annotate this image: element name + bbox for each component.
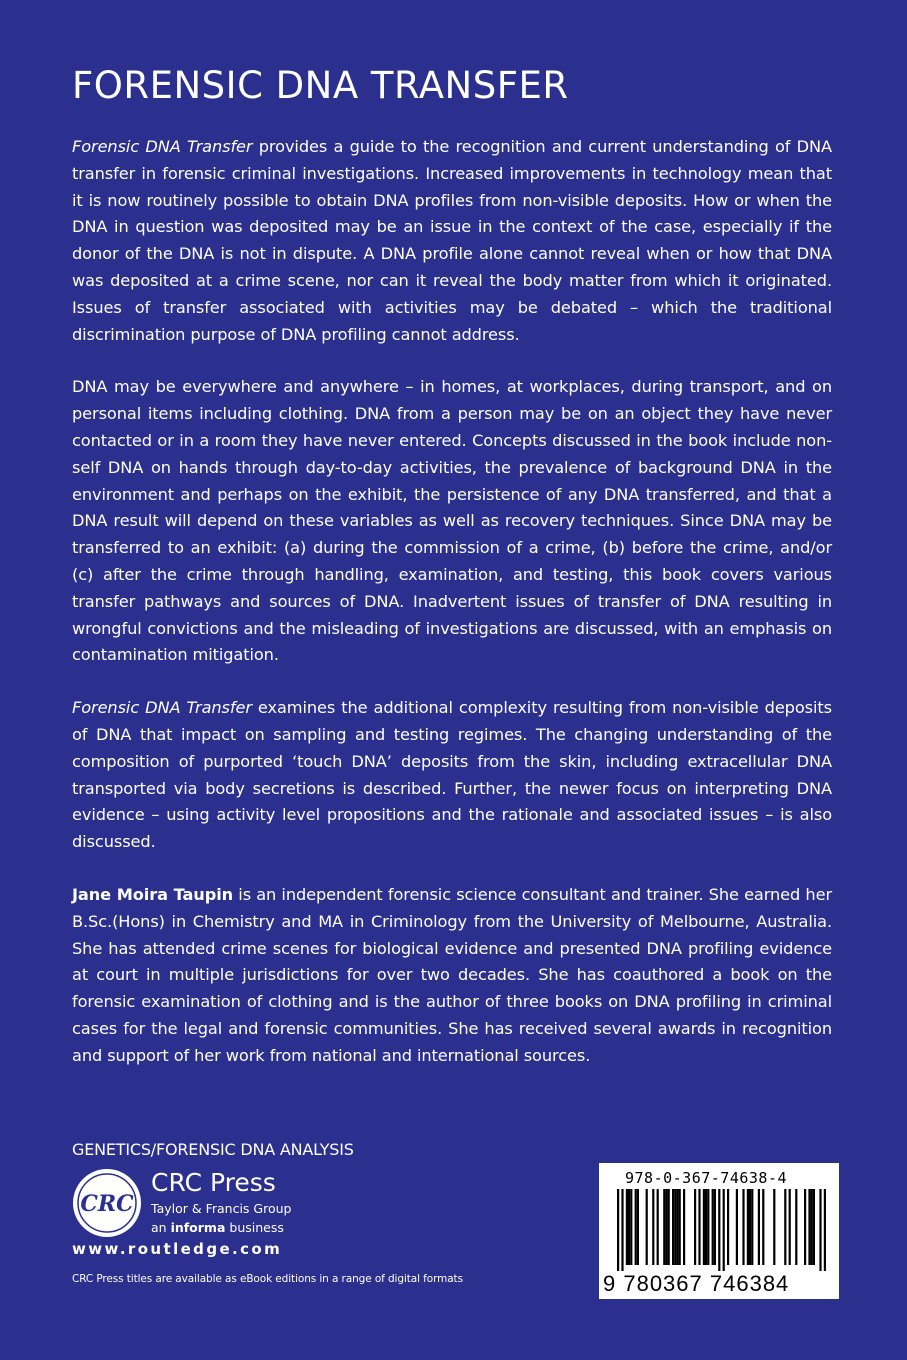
subject-category: GENETICS/FORENSIC DNA ANALYSIS	[72, 1140, 354, 1159]
barcode-bar	[635, 1189, 637, 1265]
website-link[interactable]: www.routledge.com	[72, 1240, 283, 1258]
isbn-digits: 9 780367 746384	[603, 1271, 790, 1296]
barcode-bar	[736, 1189, 738, 1265]
barcode-bars	[599, 1189, 839, 1273]
barcode-bar	[749, 1189, 751, 1265]
barcode-bar	[628, 1189, 630, 1265]
barcode-bar	[718, 1189, 720, 1271]
barcode-bar	[773, 1189, 775, 1265]
barcode-bar	[683, 1189, 685, 1265]
author-bio-text: is an independent forensic science consultant and trainer. She earned her B.Sc.(Hons) in Chemistry and MA in Criminology from the University of Melbourne, Australia. She has attended crime scenes for biological evidence and presented DNA profiling evidence at court in multiple jurisdictions for over two decades. She has coauthored a book on the forensic examination of clothing and is the author of three books on DNA profiling in criminal cases for the legal and forensic communities. She has received several awards in recognition and support of her work from national and international sources.	[72, 884, 832, 1065]
publisher-group: Taylor & Francis Group	[151, 1201, 292, 1216]
barcode-bar	[727, 1189, 729, 1265]
author-bio	[72, 882, 832, 1070]
barcode-bar	[804, 1189, 806, 1265]
description	[72, 134, 832, 1070]
paragraph-1	[72, 134, 832, 348]
barcode-bar	[747, 1189, 749, 1265]
barcode-bar	[707, 1189, 709, 1265]
paragraph-3-text: examines the additional complexity resulting from non-visible deposits of DNA that impact on sampling and testing regimes. The changing understanding of the composition of purported ‘touch DNA’ deposits from the skin, including extracellular DNA transported via body secretions is described. Further, the newer focus on interpreting DNA evidence – using activity level propositions and the rationale and associated issues – is also discussed.	[72, 698, 832, 852]
barcode-bar	[742, 1189, 744, 1265]
barcode-bar	[808, 1189, 810, 1265]
barcode-bar	[676, 1189, 678, 1265]
book-title: FORENSIC DNA TRANSFER	[72, 64, 569, 107]
isbn-barcode	[599, 1163, 839, 1299]
publisher-logo	[72, 1168, 402, 1240]
barcode-bar	[668, 1189, 670, 1265]
barcode-bar	[762, 1189, 764, 1265]
barcode-bar	[652, 1189, 654, 1265]
barcode-bar	[789, 1189, 791, 1265]
barcode-bar	[813, 1189, 815, 1265]
barcode-bar	[679, 1189, 681, 1265]
barcode-bar	[703, 1189, 705, 1265]
paragraph-2-text: DNA may be everywhere and anywhere – in homes, at workplaces, during transport, and on personal items including clothing. DNA from a person may be on an object they have never contacted or in a room they have never entered. Concepts discussed in the book include non-self DNA on hands through day-to-day activities, the prevalence of background DNA in the environment and perhaps on the exhibit, the persistence of any DNA transferred, and that a DNA result will depend on these variables as well as recovery techniques. Since DNA may be transferred to an exhibit: (a) during the commission of a crime, (b) before the crime, and/or (c) after the crime through handling, examination, and testing, this book covers various transfer pathways and sources of DNA. Inadvertent issues of transfer of DNA resulting in wrongful convictions and the misleading of investigations are discussed, with an emphasis on contamination mitigation.	[72, 377, 832, 665]
barcode-bar	[621, 1189, 623, 1271]
publisher-name: CRC Press	[151, 1168, 276, 1197]
paragraph-1-text: provides a guide to the recognition and current understanding of DNA transfer in forensic criminal investigations. Increased improvements in technology mean that it is now routinely possible to obtain DNA profiles from non-visible deposits. How or when the DNA in question was deposited may be an issue in the context of the case, especially if the donor of the DNA is not in dispute. A DNA profile alone cannot reveal when or how that DNA was deposited at a crime scene, nor can it reveal the body matter from which it originated. Issues of transfer associated with activities may be debated – which the traditional discrimination purpose of DNA profiling cannot address.	[72, 137, 832, 344]
barcode-bar	[646, 1189, 648, 1265]
paragraph-3	[72, 695, 832, 856]
crc-emblem-icon	[72, 1168, 142, 1238]
barcode-bar	[705, 1189, 707, 1265]
barcode-bar	[694, 1189, 696, 1265]
barcode-bar	[824, 1189, 826, 1271]
barcode-bar	[714, 1189, 716, 1265]
paragraph-2	[72, 374, 832, 669]
barcode-bar	[698, 1189, 700, 1265]
barcode-bar	[811, 1189, 813, 1265]
informa-brand: informa	[170, 1220, 226, 1235]
barcode-bar	[723, 1189, 725, 1271]
barcode-bar	[751, 1189, 753, 1265]
barcode-bar	[674, 1189, 676, 1265]
isbn-hyphenated: 978-0-367-74638-4	[625, 1169, 788, 1187]
barcode-bar	[665, 1189, 667, 1265]
paragraph-3-lead: Forensic DNA Transfer	[72, 698, 252, 718]
barcode-bar	[637, 1189, 639, 1265]
barcode-bar	[663, 1189, 665, 1265]
barcode-bar	[617, 1189, 619, 1271]
barcode-bar	[795, 1189, 797, 1265]
informa-suffix: business	[225, 1220, 284, 1235]
barcode-bar	[819, 1189, 821, 1271]
ebook-note: CRC Press titles are available as eBook editions in a range of digital formats	[72, 1273, 463, 1285]
author-name: Jane Moira Taupin	[72, 884, 234, 904]
informa-line	[151, 1220, 284, 1235]
crc-emblem-text: CRC	[80, 1191, 134, 1217]
barcode-bar	[784, 1189, 786, 1265]
informa-prefix: an	[151, 1220, 171, 1235]
barcode-bar	[626, 1189, 628, 1265]
barcode-bar	[630, 1189, 632, 1265]
barcode-bar	[672, 1189, 674, 1265]
paragraph-1-lead: Forensic DNA Transfer	[72, 137, 253, 156]
barcode-bar	[712, 1189, 714, 1265]
barcode-bar	[758, 1189, 760, 1265]
barcode-bar	[657, 1189, 659, 1265]
